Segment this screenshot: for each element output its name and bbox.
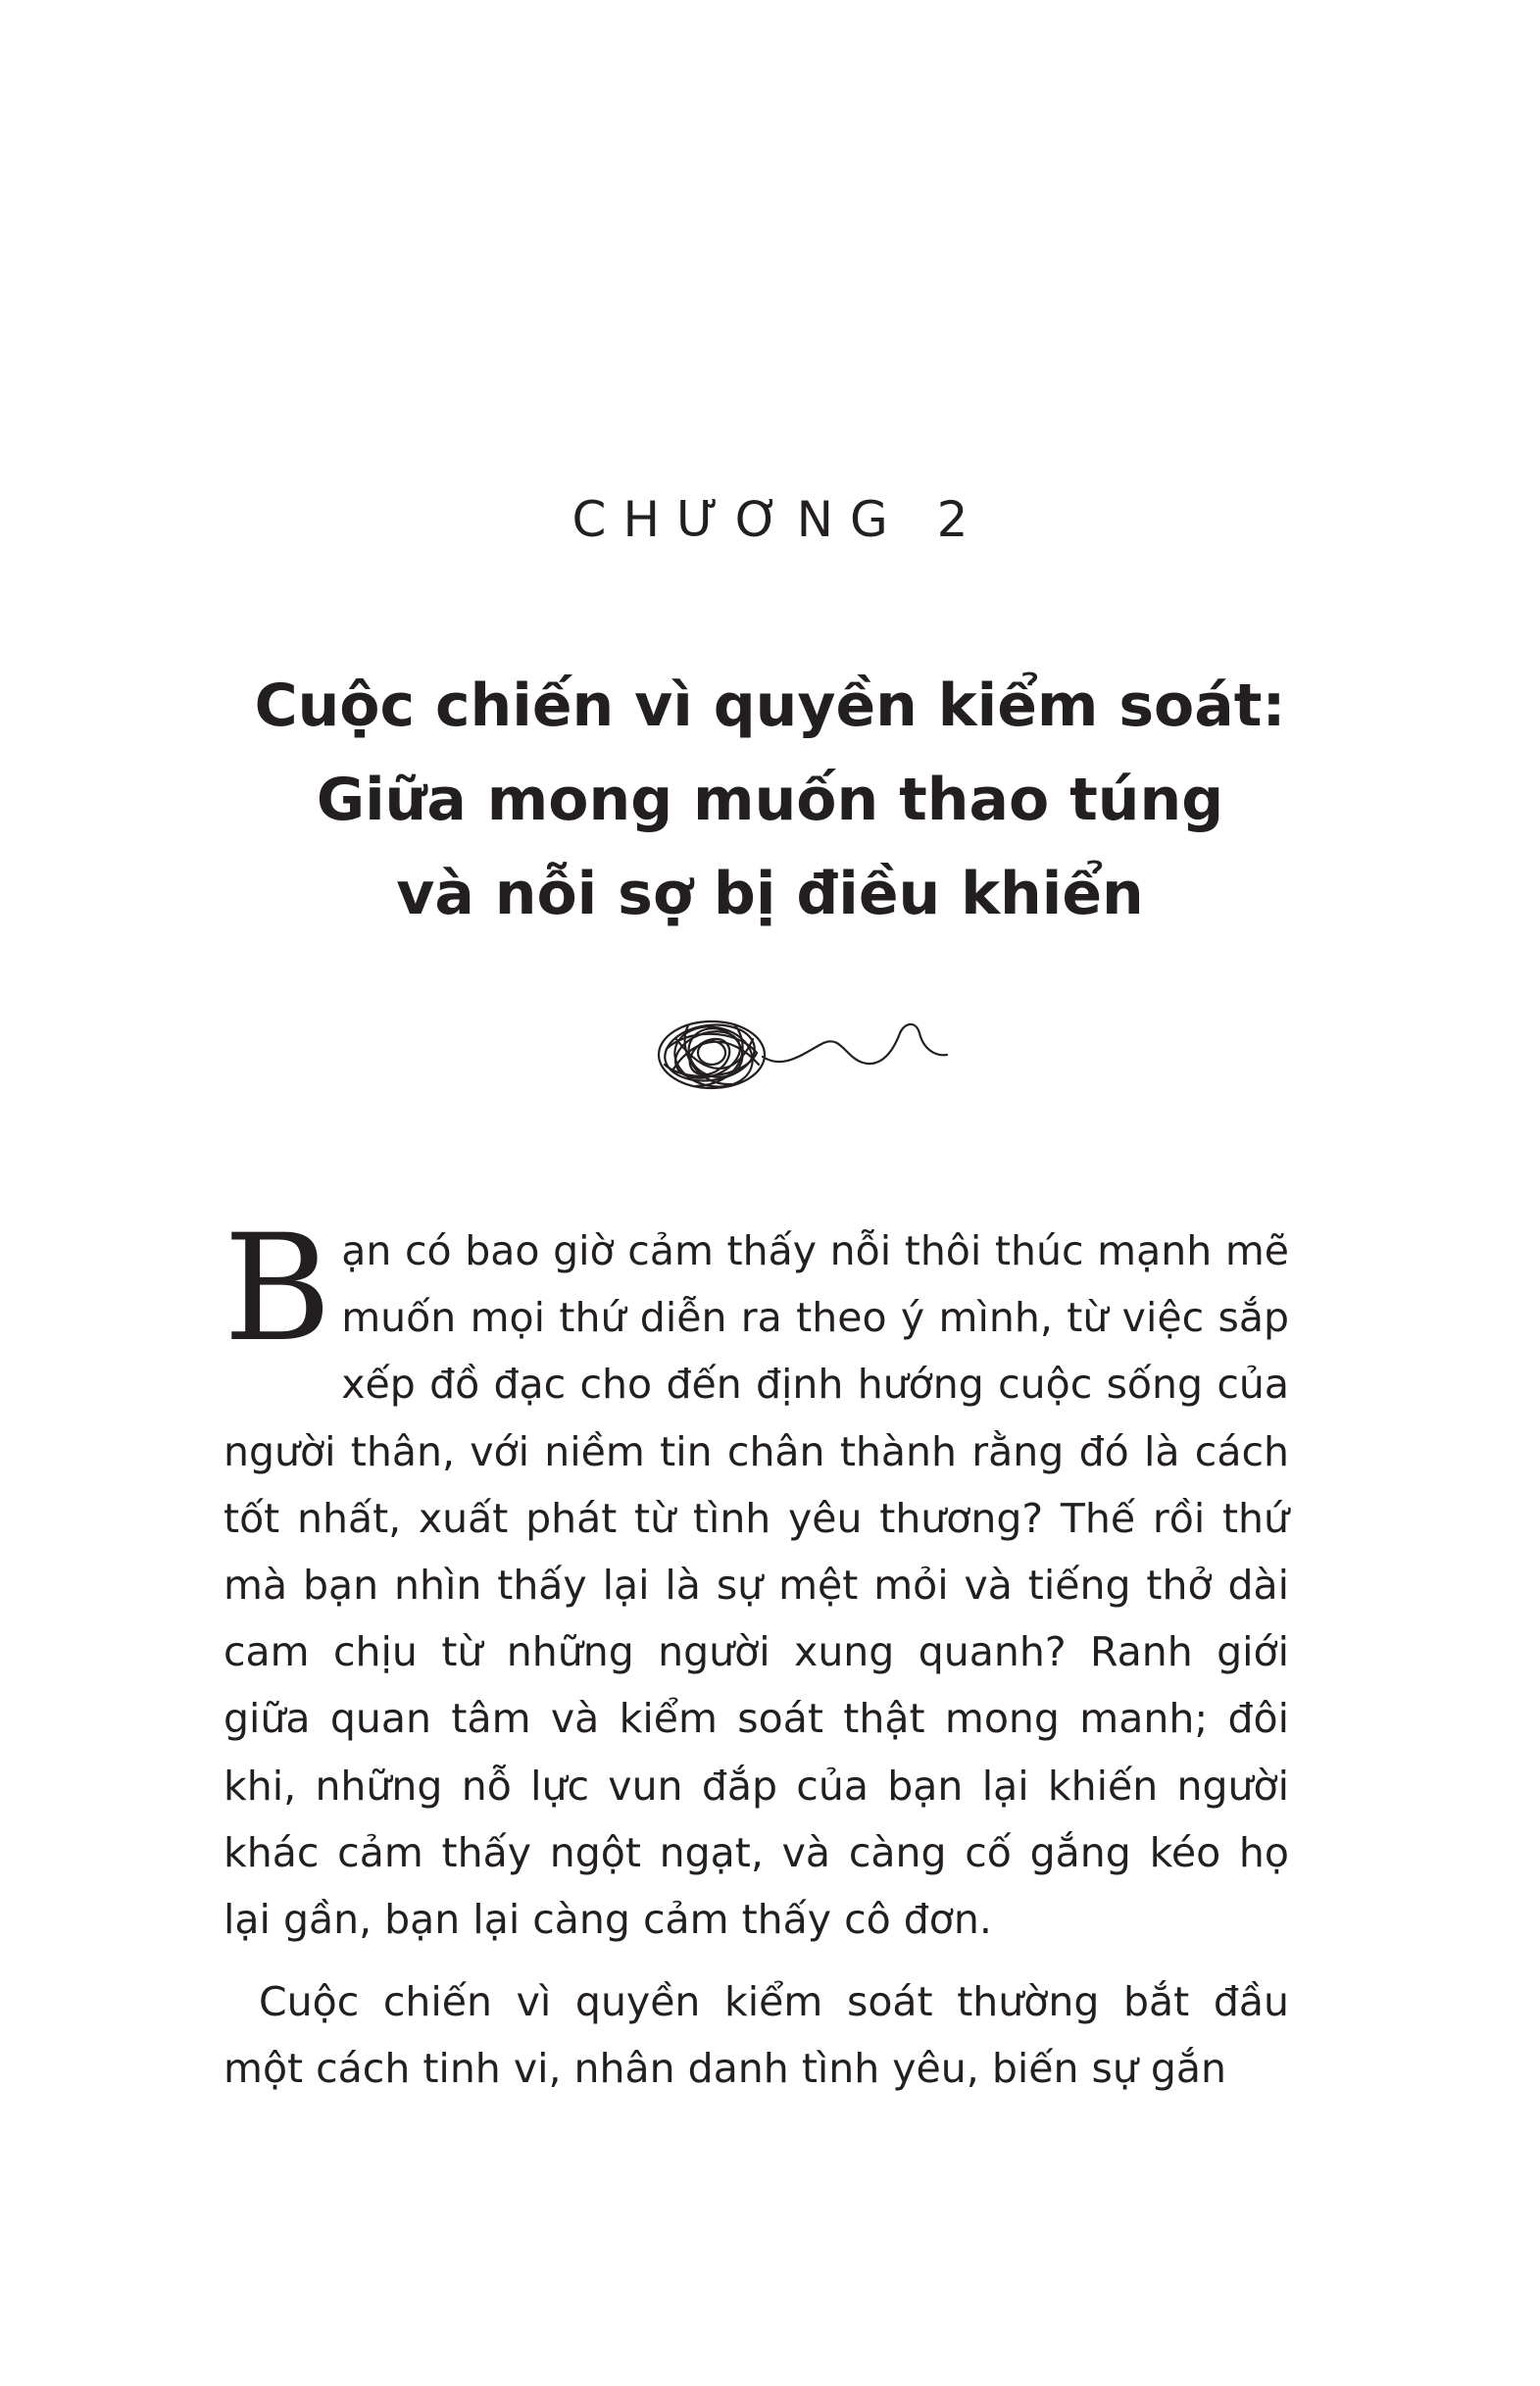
body-text <box>224 1204 1289 2103</box>
tangled-thread-icon <box>637 1010 951 1098</box>
chapter-title-line-2: Giữa mong muốn thao túng <box>316 766 1224 834</box>
paragraph-1-text: ạn có bao giờ cảm thấy nỗi thôi thúc mạnh mẽ muốn mọi thứ diễn ra theo ý mình, từ việc sắp xếp đồ đạc cho đến định hướng cuộc sống của người thân, với niềm tin chân thành rằng đó là cách tốt nhất, xuất phát từ tình yêu thương? Thế rồi thứ mà bạn nhìn thấy lại là sự mệt mỏi và tiếng thở dài cam chịu từ những người xung quanh? Ranh giới giữa quan tâm và kiểm soát thật mong manh; đôi khi, những nỗ lực vun đắp của bạn lại khiến người khác cảm thấy ngột ngạt, và càng cố gắng kéo họ lại gần, bạn lại càng cảm thấy cô đơn. <box>224 1227 1289 1944</box>
paragraph-1 <box>224 1204 1289 1953</box>
chapter-title <box>0 659 1540 941</box>
chapter-title-line-3: và nỗi sợ bị điều khiển <box>396 860 1144 928</box>
chapter-label: CHƯƠNG 2 <box>571 491 985 548</box>
drop-cap: B <box>224 1204 332 1374</box>
paragraph-2: Cuộc chiến vì quyền kiểm soát thường bắt đầu một cách tinh vi, nhân danh tình yêu, biến sự gắn <box>224 1978 1289 2093</box>
chapter-title-line-1: Cuộc chiến vì quyền kiểm soát: <box>254 671 1286 740</box>
